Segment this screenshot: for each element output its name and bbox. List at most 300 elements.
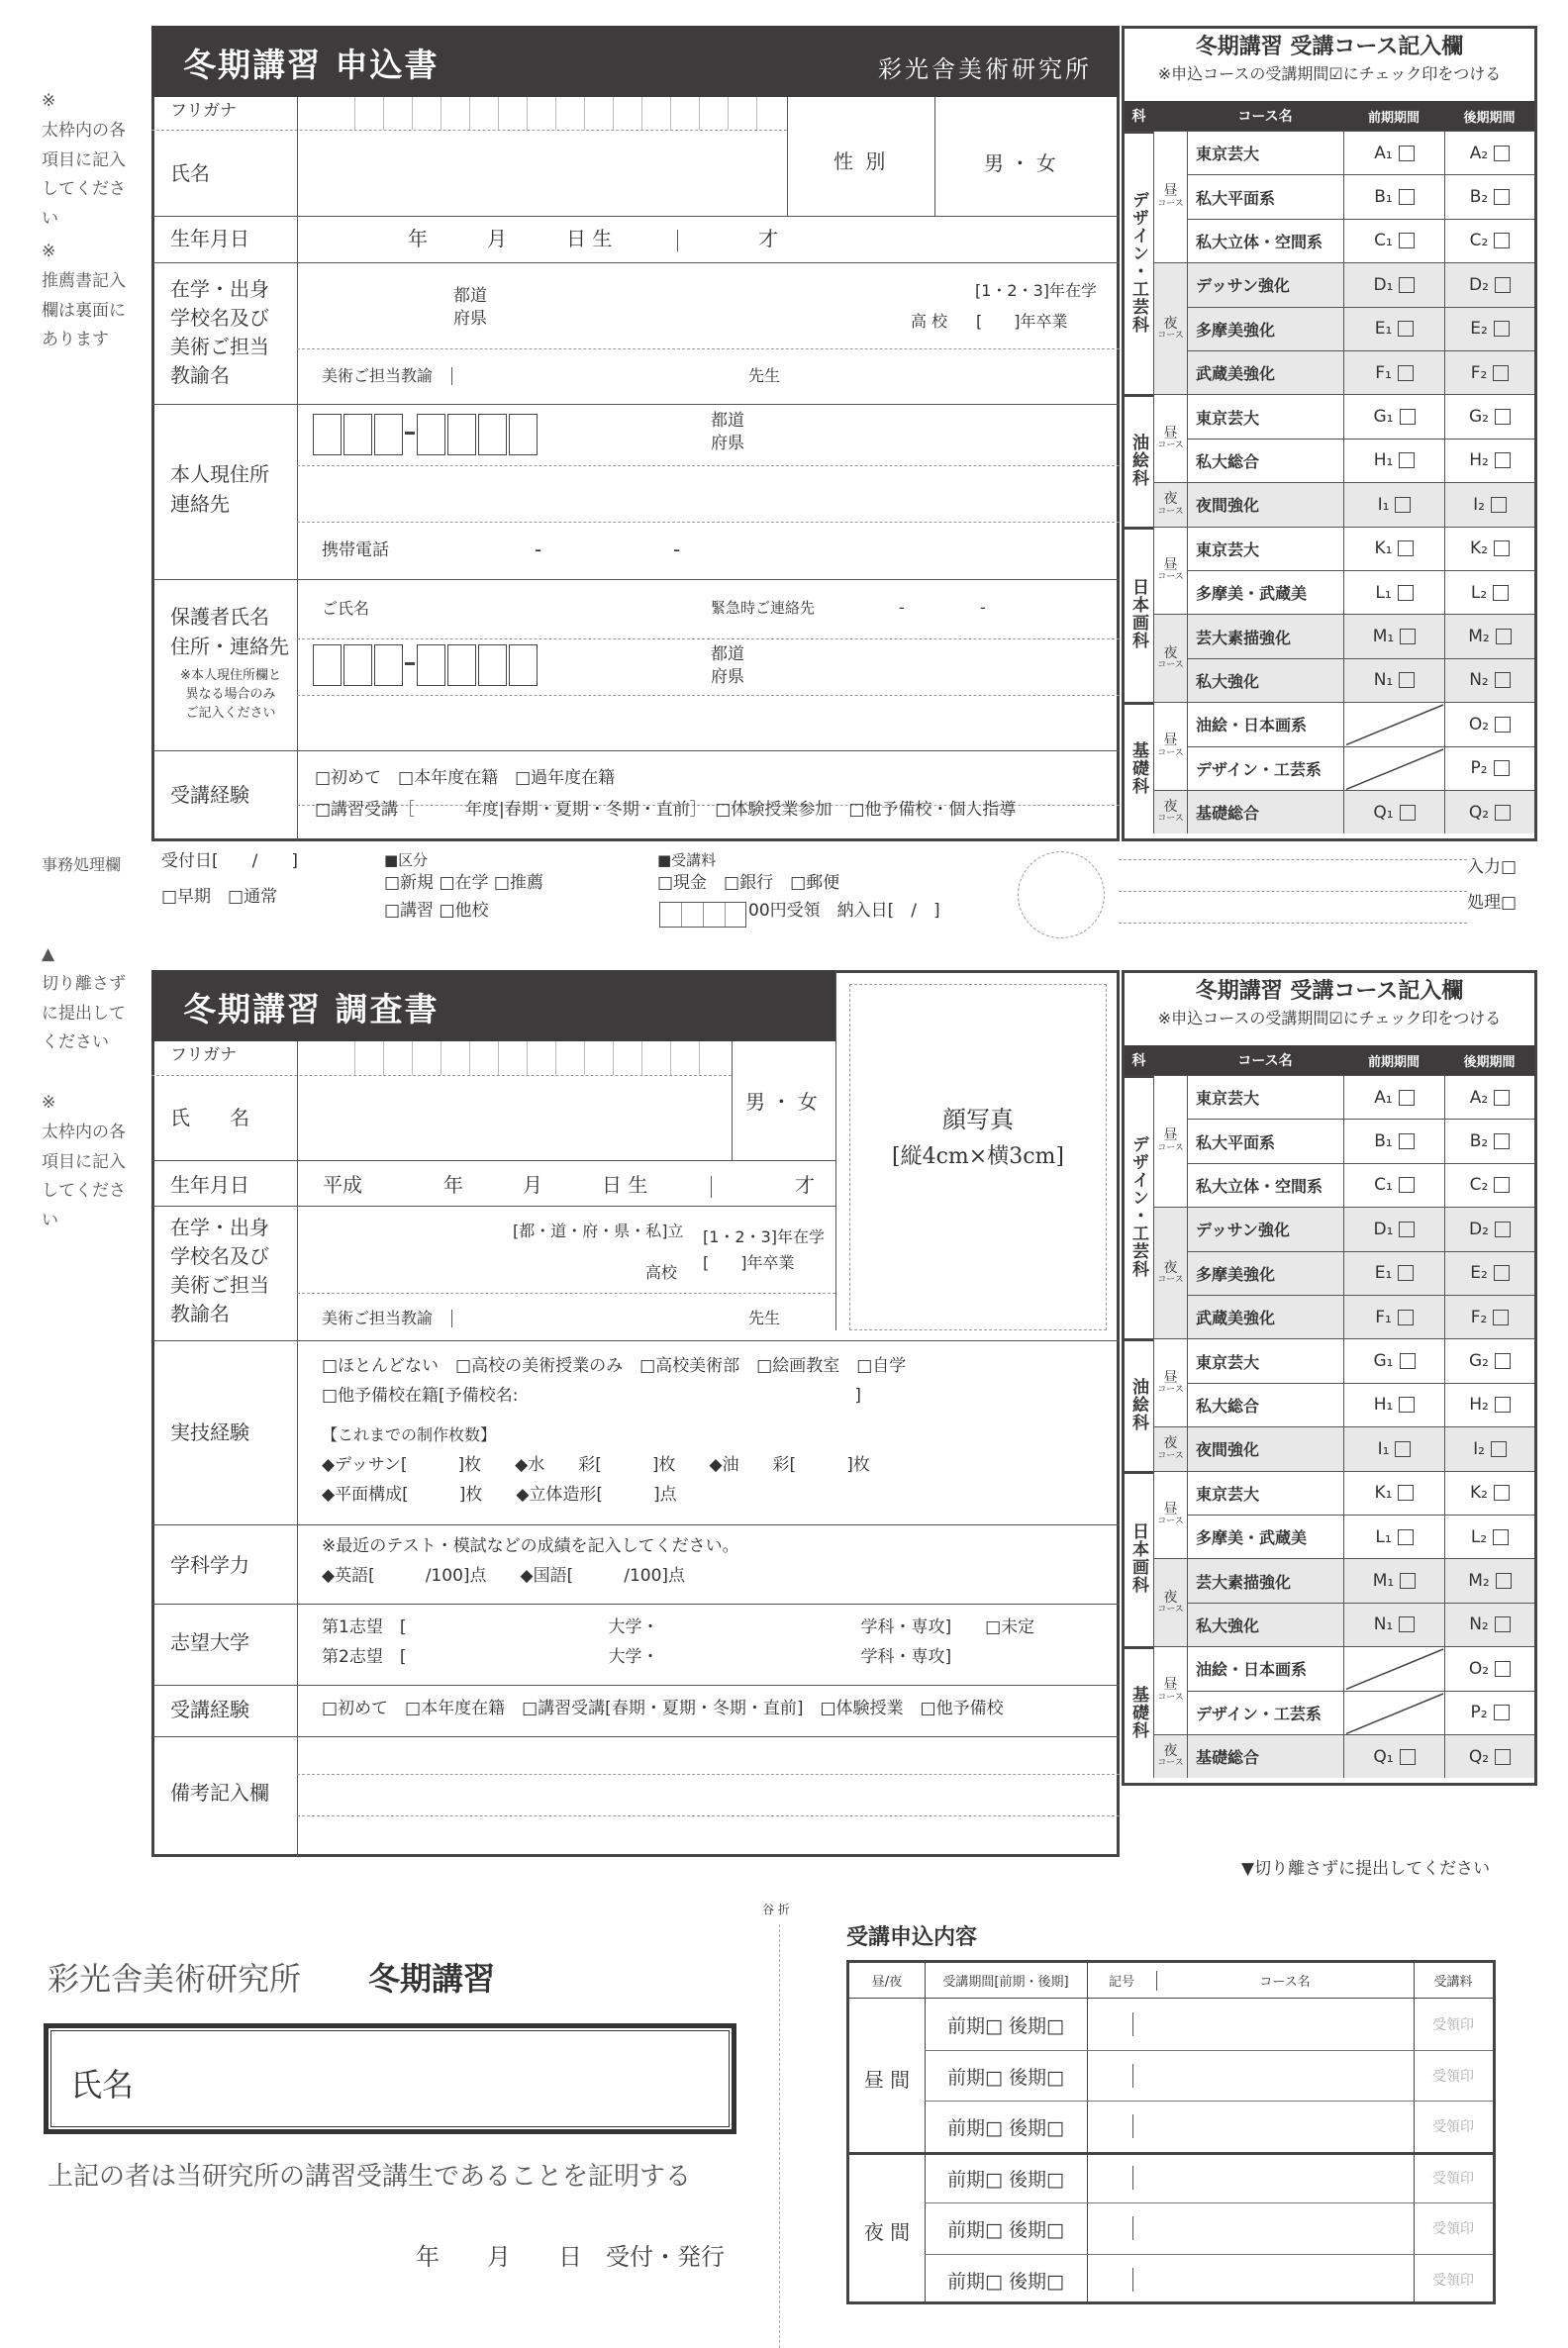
course-title: 冬期講習 受講コース記入欄	[1195, 35, 1464, 59]
course-early-code: E₁	[1374, 319, 1393, 340]
course-early-checkbox[interactable]	[1400, 409, 1416, 425]
course-late-cell[interactable]	[1444, 527, 1534, 570]
course-early-cell[interactable]	[1343, 174, 1444, 218]
course-late-checkbox[interactable]	[1494, 1090, 1510, 1106]
course-name: デッサン強化	[1187, 1207, 1343, 1250]
university-label: 志望大学	[170, 1630, 249, 1654]
emergency-dash-2: -	[980, 598, 986, 617]
course-late-cell[interactable]	[1444, 439, 1534, 482]
skill-line-4[interactable]: ◆デッサン[ ]枚 ◆水 彩[ ]枚 ◆油 彩[ ]枚	[322, 1455, 870, 1475]
course-dept: 日本画科	[1128, 1522, 1148, 1595]
course-late-checkbox[interactable]	[1494, 540, 1510, 556]
course-early-checkbox[interactable]	[1398, 540, 1414, 556]
apply-period[interactable]: 前期□ 後期□	[947, 2015, 1064, 2037]
course-early-checkbox[interactable]	[1400, 1353, 1416, 1369]
dob-field[interactable]: 年 月 日 生	[408, 227, 613, 250]
course-late-checkbox[interactable]	[1495, 452, 1511, 468]
course-early-checkbox[interactable]	[1399, 233, 1415, 248]
application-title: 冬期講習 申込書	[183, 46, 440, 84]
office-cat-1[interactable]: □新規 □在学 □推薦	[384, 873, 543, 893]
course-early-checkbox[interactable]	[1399, 1133, 1415, 1149]
course-early-cell	[1343, 1646, 1444, 1690]
course-late-cell[interactable]	[1444, 1163, 1534, 1207]
apply-period[interactable]: 前期□ 後期□	[947, 2066, 1064, 2089]
side-note-3: ※ 太枠内の各項目に記入してください	[42, 1093, 126, 1230]
course-early-cell[interactable]	[1343, 1734, 1444, 1778]
course-late-checkbox[interactable]	[1495, 717, 1511, 733]
course-late-cell[interactable]	[1444, 262, 1534, 306]
course-early-cell[interactable]	[1343, 614, 1444, 657]
mobile-label: 携帯電話	[322, 540, 389, 560]
fee-amount-box[interactable]	[659, 902, 746, 928]
office-fee-label: ■受講料	[657, 851, 717, 869]
course-early-cell[interactable]	[1343, 1251, 1444, 1295]
course-time: 夜	[1163, 1435, 1178, 1452]
course-early-cell[interactable]	[1343, 219, 1444, 262]
course-early-code: B₁	[1374, 1131, 1393, 1152]
age-field[interactable]: 才	[758, 227, 778, 250]
course-late-cell[interactable]	[1444, 1471, 1534, 1515]
bottom-cut-note: ▼切り離さずに提出してください	[1241, 1859, 1491, 1879]
course-early-cell[interactable]	[1343, 262, 1444, 306]
office-fee-1[interactable]: □現金 □銀行 □郵便	[657, 873, 840, 893]
course-late-cell[interactable]	[1444, 702, 1534, 745]
course-late-checkbox[interactable]	[1494, 1133, 1510, 1149]
survey-grad[interactable]: [ ]年卒業	[703, 1253, 795, 1272]
course-early-code: D₁	[1373, 1219, 1394, 1239]
course-time: 夜	[1163, 1743, 1178, 1760]
course-time: 昼	[1163, 183, 1178, 200]
name-label: 氏名	[170, 161, 210, 185]
course-late-checkbox[interactable]	[1494, 146, 1510, 161]
course-early-cell[interactable]	[1343, 131, 1444, 174]
office-label: 事務処理欄	[42, 855, 122, 874]
academic-line-1: ※最近のテスト・模試などの成績を記入してください。	[322, 1536, 739, 1556]
course-late-checkbox[interactable]	[1494, 1265, 1510, 1281]
course-early-checkbox[interactable]	[1398, 1485, 1414, 1501]
course-time: 夜	[1163, 315, 1178, 332]
course-late-checkbox[interactable]	[1495, 1222, 1511, 1237]
course-time: 昼	[1163, 1369, 1178, 1386]
course-early-code: M₁	[1372, 627, 1395, 647]
survey-exp[interactable]: □初めて □本年度在籍 □講習受講[春期・夏期・冬期・直前] □体験授業 □他予備校	[322, 1699, 1004, 1718]
course-late-cell[interactable]	[1444, 174, 1534, 218]
course-late-cell[interactable]	[1444, 482, 1534, 526]
course-late-cell[interactable]	[1444, 1691, 1534, 1734]
year-status[interactable]: [1・2・3]年在学	[975, 281, 1098, 300]
course-kosu: コース	[1157, 1692, 1184, 1703]
course-early-code: E₁	[1374, 1263, 1393, 1284]
course-early-checkbox[interactable]	[1399, 1177, 1415, 1193]
course-early-code: A₁	[1374, 1087, 1393, 1108]
course-early-checkbox[interactable]	[1399, 672, 1415, 688]
course-early-cell	[1343, 702, 1444, 745]
survey-art-teacher: 美術ご担当教諭	[322, 1309, 434, 1327]
course-time: 夜	[1163, 1259, 1178, 1276]
course-time: 昼	[1163, 425, 1178, 441]
course-early-code: H₁	[1373, 1395, 1394, 1416]
apply-stamp: 受領印	[1432, 2119, 1474, 2135]
course-late-code: I₂	[1473, 494, 1485, 515]
course-late-checkbox[interactable]	[1493, 585, 1509, 601]
course-early-code: G₁	[1373, 1351, 1394, 1372]
course-early-cell[interactable]	[1343, 790, 1444, 833]
photo-box[interactable]	[849, 984, 1107, 1330]
course-late-checkbox[interactable]	[1495, 672, 1511, 688]
course-late-checkbox[interactable]	[1495, 1616, 1511, 1632]
course-kosu: コース	[1157, 1385, 1184, 1396]
guardian-note: ※本人現住所欄と 異なる場合のみ ご記入ください	[180, 668, 281, 721]
course-late-checkbox[interactable]	[1494, 1705, 1510, 1720]
course-name: 多摩美強化	[1187, 307, 1343, 350]
course-early-cell[interactable]	[1343, 350, 1444, 394]
survey-dob-field[interactable]: 年 月 日 生	[443, 1173, 648, 1197]
course-name: 私大強化	[1187, 658, 1343, 702]
course-early-code: Q₁	[1373, 1746, 1394, 1767]
course-late-checkbox[interactable]	[1494, 1485, 1510, 1501]
survey-age[interactable]: 才	[795, 1173, 815, 1197]
survey-gender[interactable]: 男 ・ 女	[745, 1090, 818, 1114]
course-late-cell[interactable]	[1444, 1075, 1534, 1119]
name-field[interactable]	[299, 132, 784, 215]
course-late-checkbox[interactable]	[1495, 1749, 1511, 1765]
course-early-cell[interactable]	[1343, 1603, 1444, 1646]
course-early-code: M₁	[1372, 1571, 1395, 1592]
course-early-checkbox[interactable]	[1400, 1573, 1416, 1589]
course-early-cell[interactable]	[1343, 1558, 1444, 1602]
course-early-checkbox[interactable]	[1398, 585, 1414, 601]
course-late-code: E₂	[1470, 319, 1488, 340]
course-late-code: F₂	[1470, 362, 1488, 383]
course-name: デッサン強化	[1187, 262, 1343, 306]
course-head-late: 後期期間	[1463, 111, 1516, 126]
course-name: 基礎総合	[1187, 790, 1343, 833]
office-cat-label: ■区分	[384, 851, 429, 869]
apply-head: 受講料	[1433, 1975, 1473, 1990]
course-early-cell[interactable]	[1343, 1471, 1444, 1515]
course-late-cell[interactable]	[1444, 1646, 1534, 1690]
course-head-dept: 科	[1131, 109, 1146, 125]
course-early-checkbox[interactable]	[1399, 146, 1415, 161]
course-early-code: I₁	[1377, 494, 1390, 515]
course-early-cell[interactable]	[1343, 658, 1444, 702]
course-late-cell[interactable]	[1444, 746, 1534, 790]
photo-label: 顔写真	[942, 1106, 1014, 1133]
course-early-cell[interactable]	[1343, 1075, 1444, 1119]
course-head-dept: 科	[1131, 1053, 1146, 1069]
survey-title: 冬期講習 調査書	[183, 990, 440, 1028]
course-late-checkbox[interactable]	[1495, 1661, 1511, 1677]
course-head-late: 後期期間	[1463, 1055, 1516, 1070]
art-teacher-label: 美術ご担当教諭	[322, 366, 434, 385]
course-early-checkbox[interactable]	[1399, 1222, 1415, 1237]
course-early-cell[interactable]	[1343, 1426, 1444, 1470]
apply-stamp: 受領印	[1432, 2017, 1474, 2033]
course-late-checkbox[interactable]	[1494, 233, 1510, 248]
course-late-code: K₂	[1470, 1483, 1488, 1504]
course-early-code: H₁	[1373, 450, 1394, 471]
course-early-cell[interactable]	[1343, 570, 1444, 614]
course-early-code: F₁	[1375, 362, 1392, 383]
course-late-code: A₂	[1469, 143, 1489, 163]
office-early[interactable]: □早期 □通常	[161, 887, 278, 907]
course-late-checkbox[interactable]	[1494, 760, 1510, 776]
course-kosu: コース	[1157, 1758, 1184, 1769]
course-early-cell[interactable]	[1343, 439, 1444, 482]
course-late-cell[interactable]	[1444, 307, 1534, 350]
course-late-checkbox[interactable]	[1495, 1353, 1511, 1369]
course-early-code: L₁	[1375, 1526, 1392, 1547]
course-early-checkbox[interactable]	[1399, 1090, 1415, 1106]
university-2[interactable]: 第2志望 [ 大学・ 学科・専攻]	[322, 1647, 952, 1667]
university-1[interactable]: 第1志望 [ 大学・ 学科・専攻] □未定	[322, 1617, 1035, 1637]
course-early-code: D₁	[1373, 274, 1394, 295]
course-late-cell[interactable]	[1444, 614, 1534, 657]
skill-line-3: 【これまでの制作枚数】	[322, 1425, 497, 1444]
course-early-checkbox[interactable]	[1398, 365, 1414, 381]
course-kosu: コース	[1157, 1142, 1184, 1153]
course-name: 芸大素描強化	[1187, 614, 1343, 657]
course-early-checkbox[interactable]	[1400, 1749, 1416, 1765]
dob-label: 生年月日	[170, 227, 249, 250]
mobile-dash-2: -	[673, 538, 681, 561]
side-note-2: ※ 推薦書記入欄は裏面にあります	[42, 242, 126, 350]
course-late-code: N₂	[1469, 670, 1489, 691]
course-kosu: コース	[1157, 747, 1184, 758]
course-late-cell[interactable]	[1444, 219, 1534, 262]
course-late-code: O₂	[1468, 714, 1490, 734]
survey-hs: 高校	[645, 1263, 678, 1282]
course-late-cell[interactable]	[1444, 658, 1534, 702]
course-late-checkbox[interactable]	[1496, 1573, 1512, 1589]
side-note-1: ※ 太枠内の各項目に記入してください	[42, 91, 126, 229]
card-org: 彩光舎美術研究所	[48, 1960, 302, 1998]
school-label: 在学・出身 学校名及び 美術ご担当 教諭名	[170, 277, 269, 387]
survey-exp-label: 受講経験	[170, 1698, 249, 1721]
course-late-cell[interactable]	[1444, 1558, 1534, 1602]
side-note-cut: ▲ 切り離さずに提出してください	[42, 944, 126, 1053]
course-late-checkbox[interactable]	[1495, 1397, 1511, 1413]
course-head-name: コース名	[1237, 1053, 1293, 1069]
address-pref: 都道 府県	[711, 411, 744, 453]
course-late-cell[interactable]	[1444, 790, 1534, 833]
course-late-code: D₂	[1469, 274, 1489, 295]
course-early-code: N₁	[1373, 1614, 1394, 1635]
course-head-name: コース名	[1237, 109, 1293, 125]
course-early-checkbox[interactable]	[1398, 1529, 1414, 1545]
course-late-code: L₂	[1470, 582, 1488, 603]
apply-period[interactable]: 前期□ 後期□	[947, 2117, 1064, 2139]
furigana-ticks-2	[327, 1041, 723, 1075]
course-na-slash	[1344, 747, 1445, 791]
course-note: ※申込コースの受講期間☑にチェック印をつける	[1157, 1009, 1502, 1027]
course-early-cell[interactable]	[1343, 1383, 1444, 1426]
course-late-code: G₂	[1469, 407, 1489, 428]
course-early-code: Q₁	[1373, 802, 1394, 823]
survey-dob-label: 生年月日	[170, 1173, 249, 1197]
office-entry[interactable]: 入力□	[1467, 857, 1518, 877]
course-early-cell[interactable]	[1343, 1515, 1444, 1558]
card-date[interactable]: 年 月 日 受付・発行	[416, 2243, 725, 2271]
course-name: 私大平面系	[1187, 1119, 1343, 1162]
course-late-cell[interactable]	[1444, 350, 1534, 394]
course-late-cell[interactable]	[1444, 131, 1534, 174]
course-late-checkbox[interactable]	[1495, 409, 1511, 425]
remarks-label: 備考記入欄	[170, 1781, 269, 1805]
course-late-code: M₂	[1468, 1571, 1490, 1592]
course-early-code: G₁	[1373, 407, 1394, 428]
course-late-cell[interactable]	[1444, 1603, 1534, 1646]
course-late-code: B₂	[1469, 187, 1489, 208]
course-name: 東京芸大	[1187, 1338, 1343, 1382]
course-name: 芸大素描強化	[1187, 1558, 1343, 1602]
course-name: 東京芸大	[1187, 131, 1343, 174]
apply-table	[846, 1960, 1496, 2304]
course-name: 油絵・日本画系	[1187, 1646, 1343, 1690]
skill-line-5[interactable]: ◆平面構成[ ]枚 ◆立体造形[ ]点	[322, 1485, 677, 1505]
course-name: 夜間強化	[1187, 482, 1343, 526]
office-proc[interactable]: 処理□	[1467, 893, 1518, 913]
course-late-checkbox[interactable]	[1495, 277, 1511, 293]
course-late-cell[interactable]	[1444, 1734, 1534, 1778]
apply-period[interactable]: 前期□ 後期□	[947, 2270, 1064, 2293]
apply-period[interactable]: 前期□ 後期□	[947, 2219, 1064, 2241]
course-early-checkbox[interactable]	[1399, 1616, 1415, 1632]
office-received[interactable]: 受付日[ / ]	[161, 851, 298, 871]
course-early-cell[interactable]	[1343, 394, 1444, 438]
course-name: 私大平面系	[1187, 174, 1343, 218]
course-kosu: コース	[1157, 440, 1184, 451]
course-early-checkbox[interactable]	[1400, 805, 1416, 821]
course-dept: 油絵科	[1128, 433, 1148, 487]
guardian-pref: 都道 府県	[711, 644, 744, 687]
course-late-cell[interactable]	[1444, 394, 1534, 438]
course-late-cell[interactable]	[1444, 1338, 1534, 1382]
course-time: 昼	[1163, 556, 1178, 573]
course-late-code: H₂	[1469, 1395, 1489, 1416]
survey-school-type[interactable]: [都・道・府・県・私]立	[513, 1222, 684, 1240]
experience-line-2[interactable]: □講習受講［ 年度|春期・夏期・冬期・直前］ □体験授業参加 □他予備校・個人指導	[315, 800, 1017, 820]
course-early-cell[interactable]	[1343, 1163, 1444, 1207]
course-late-checkbox[interactable]	[1494, 321, 1510, 337]
course-late-cell[interactable]	[1444, 1251, 1534, 1295]
course-late-checkbox[interactable]	[1493, 1310, 1509, 1325]
course-name: 東京芸大	[1187, 1075, 1343, 1119]
course-kosu: コース	[1157, 506, 1184, 517]
course-early-checkbox[interactable]	[1400, 629, 1416, 644]
course-early-cell[interactable]	[1343, 1119, 1444, 1162]
course-late-code: L₂	[1470, 1526, 1488, 1547]
course-dept: 基礎科	[1128, 740, 1148, 795]
course-title: 冬期講習 受講コース記入欄	[1195, 979, 1464, 1004]
apply-day: 昼 間	[863, 2067, 911, 2092]
course-late-cell[interactable]	[1444, 1119, 1534, 1162]
course-dept: 油絵科	[1128, 1377, 1148, 1431]
course-head-early: 前期期間	[1367, 1055, 1420, 1070]
course-early-cell[interactable]	[1343, 1207, 1444, 1250]
course-late-code: I₂	[1473, 1438, 1485, 1459]
course-late-cell[interactable]	[1444, 1295, 1534, 1338]
course-late-cell[interactable]	[1444, 1207, 1534, 1250]
grad-year[interactable]: [ ]年卒業	[976, 312, 1068, 331]
course-late-cell[interactable]	[1444, 1383, 1534, 1426]
skill-line-2[interactable]: □他予備校在籍[予備校名: ]	[322, 1386, 862, 1406]
office-fee-2[interactable]: 00円受領 納入日[ / ]	[748, 901, 940, 921]
fold-label: 谷 折	[762, 1903, 790, 1916]
course-late-checkbox[interactable]	[1495, 805, 1511, 821]
course-late-checkbox[interactable]	[1496, 629, 1512, 644]
course-late-checkbox[interactable]	[1493, 365, 1509, 381]
office-cat-2[interactable]: □講習 □他校	[384, 901, 489, 921]
course-early-checkbox[interactable]	[1398, 1310, 1414, 1325]
course-late-checkbox[interactable]	[1491, 1441, 1507, 1457]
course-late-cell[interactable]	[1444, 1515, 1534, 1558]
course-late-code: A₂	[1469, 1087, 1489, 1108]
survey-name-field[interactable]	[299, 1077, 729, 1158]
survey-header	[151, 970, 835, 1041]
course-early-checkbox[interactable]	[1395, 497, 1411, 513]
course-late-code: Q₂	[1468, 1746, 1490, 1767]
apply-stamp: 受領印	[1432, 2272, 1474, 2289]
course-early-checkbox[interactable]	[1398, 321, 1414, 337]
skill-label: 実技経験	[170, 1420, 249, 1444]
course-early-code: C₁	[1374, 1175, 1393, 1196]
course-name: 基礎総合	[1187, 1734, 1343, 1778]
course-early-cell[interactable]	[1343, 1338, 1444, 1382]
course-early-checkbox[interactable]	[1399, 189, 1415, 205]
emergency-label: 緊急時ご連絡先	[711, 599, 816, 617]
stamp-circle	[1018, 851, 1105, 938]
course-early-code: B₁	[1374, 187, 1393, 208]
course-early-checkbox[interactable]	[1399, 452, 1415, 468]
course-late-code: B₂	[1469, 1131, 1489, 1152]
course-early-checkbox[interactable]	[1398, 1265, 1414, 1281]
survey-year-status[interactable]: [1・2・3]年在学	[703, 1227, 826, 1246]
experience-line-1[interactable]: □初めて □本年度在籍 □過年度在籍	[315, 768, 616, 788]
course-early-checkbox[interactable]	[1395, 1441, 1411, 1457]
gender-select[interactable]: 男 ・ 女	[984, 151, 1056, 175]
course-kosu: コース	[1157, 198, 1184, 209]
remarks-field[interactable]	[299, 1738, 1117, 1855]
course-early-checkbox[interactable]	[1399, 1397, 1415, 1413]
sensei-label: 先生	[748, 366, 781, 385]
course-early-checkbox[interactable]	[1399, 277, 1415, 293]
course-late-checkbox[interactable]	[1493, 1529, 1509, 1545]
course-name: 東京芸大	[1187, 1471, 1343, 1515]
course-kosu: コース	[1157, 814, 1184, 825]
course-late-checkbox[interactable]	[1494, 1177, 1510, 1193]
course-early-cell[interactable]	[1343, 1295, 1444, 1338]
course-late-checkbox[interactable]	[1491, 497, 1507, 513]
apply-night: 夜 間	[863, 2220, 911, 2244]
furigana-ticks	[327, 97, 782, 130]
course-early-code: L₁	[1375, 582, 1392, 603]
gender-label: 性 別	[833, 149, 889, 173]
skill-line-1[interactable]: □ほとんどない □高校の美術授業のみ □高校美術部 □絵画教室 □自学	[322, 1356, 907, 1376]
course-late-code: D₂	[1469, 1219, 1489, 1239]
apply-period[interactable]: 前期□ 後期□	[947, 2168, 1064, 2191]
course-late-cell[interactable]	[1444, 1426, 1534, 1470]
academic-line-2[interactable]: ◆英語[ /100]点 ◆国語[ /100]点	[322, 1566, 686, 1586]
course-late-checkbox[interactable]	[1494, 189, 1510, 205]
photo-size: [縦4cm×横3cm]	[892, 1144, 1064, 1169]
card-name-box[interactable]	[44, 2023, 736, 2134]
course-na-slash	[1344, 1692, 1445, 1735]
course-early-cell[interactable]	[1343, 527, 1444, 570]
course-early-cell[interactable]	[1343, 482, 1444, 526]
course-early-cell[interactable]	[1343, 307, 1444, 350]
course-late-cell[interactable]	[1444, 570, 1534, 614]
